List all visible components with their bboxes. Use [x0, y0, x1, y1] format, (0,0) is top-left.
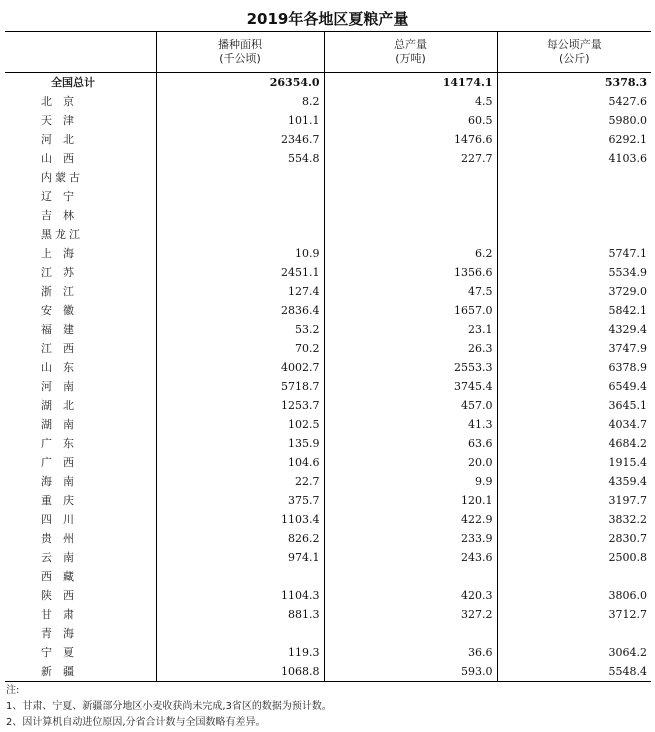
output-cell: 233.9 [324, 529, 497, 548]
output-cell: 2553.3 [324, 358, 497, 377]
table-row [5, 472, 651, 491]
area-cell: 1103.4 [156, 510, 324, 529]
area-cell [156, 225, 324, 244]
table-row [5, 320, 651, 339]
region-cell: 四川 [41, 513, 85, 526]
output-cell: 36.6 [324, 643, 497, 662]
output-cell [324, 567, 497, 586]
output-cell: 1657.0 [324, 301, 497, 320]
area-cell: 70.2 [156, 339, 324, 358]
region-cell: 浙江 [41, 285, 85, 298]
area-cell: 1068.8 [156, 662, 324, 682]
page-title: 2019年各地区夏粮产量 [246, 10, 409, 28]
yield-cell: 6549.4 [497, 377, 651, 396]
table-row [5, 567, 651, 586]
output-cell: 120.1 [324, 491, 497, 510]
yield-cell: 5378.3 [497, 73, 651, 93]
output-cell: 26.3 [324, 339, 497, 358]
output-cell: 60.5 [324, 111, 497, 130]
yield-cell: 3712.7 [497, 605, 651, 624]
grain-output-table [5, 31, 651, 682]
output-cell: 14174.1 [324, 73, 497, 93]
output-cell: 227.7 [324, 149, 497, 168]
yield-cell: 4034.7 [497, 415, 651, 434]
yield-cell [497, 624, 651, 643]
region-cell: 福建 [41, 323, 85, 336]
yield-cell: 5534.9 [497, 263, 651, 282]
table-row [5, 149, 651, 168]
region-cell: 云南 [41, 551, 85, 564]
area-cell: 2451.1 [156, 263, 324, 282]
yield-cell [497, 225, 651, 244]
output-cell: 457.0 [324, 396, 497, 415]
area-cell: 102.5 [156, 415, 324, 434]
output-cell: 420.3 [324, 586, 497, 605]
region-cell: 辽宁 [41, 190, 85, 203]
region-cell: 山西 [41, 152, 85, 165]
output-cell [324, 206, 497, 225]
region-cell: 新疆 [5, 662, 156, 682]
region-cell: 河南 [41, 380, 85, 393]
notes [6, 683, 646, 731]
region-cell: 山东 [41, 361, 85, 374]
area-cell [156, 187, 324, 206]
yield-cell: 4684.2 [497, 434, 651, 453]
output-cell: 422.9 [324, 510, 497, 529]
yield-cell: 5548.4 [497, 662, 651, 682]
header-region [5, 32, 156, 73]
yield-cell: 4329.4 [497, 320, 651, 339]
area-cell: 5718.7 [156, 377, 324, 396]
output-cell [324, 624, 497, 643]
region-cell: 内蒙古 [41, 171, 83, 184]
yield-cell: 5842.1 [497, 301, 651, 320]
output-cell [324, 187, 497, 206]
area-cell: 53.2 [156, 320, 324, 339]
yield-cell [497, 187, 651, 206]
region-cell: 广东 [41, 437, 85, 450]
region-cell: 湖北 [41, 399, 85, 412]
output-cell: 1356.6 [324, 263, 497, 282]
area-cell: 119.3 [156, 643, 324, 662]
output-cell: 243.6 [324, 548, 497, 567]
total-row [5, 73, 651, 93]
output-cell [324, 225, 497, 244]
yield-cell: 6292.1 [497, 130, 651, 149]
header-yield-unit: (公斤) [558, 52, 590, 65]
region-cell: 贵州 [41, 532, 85, 545]
output-cell: 3745.4 [324, 377, 497, 396]
area-cell: 135.9 [156, 434, 324, 453]
area-cell: 1104.3 [156, 586, 324, 605]
output-cell [324, 168, 497, 187]
table-row [5, 358, 651, 377]
notes-heading: 注: [6, 685, 20, 696]
table-row [5, 453, 651, 472]
header-yield-label: 每公顷产量 [546, 38, 602, 51]
yield-cell: 3197.7 [497, 491, 651, 510]
area-cell: 10.9 [156, 244, 324, 263]
yield-cell: 4359.4 [497, 472, 651, 491]
yield-cell: 3832.2 [497, 510, 651, 529]
area-cell: 2346.7 [156, 130, 324, 149]
table-row [5, 396, 651, 415]
table-row [5, 529, 651, 548]
output-cell: 41.3 [324, 415, 497, 434]
region-cell: 湖南 [41, 418, 85, 431]
region-cell: 海南 [41, 475, 85, 488]
yield-cell: 5980.0 [497, 111, 651, 130]
region-cell: 天津 [41, 114, 85, 127]
area-cell: 881.3 [156, 605, 324, 624]
table-row [5, 491, 651, 510]
table-row [5, 434, 651, 453]
yield-cell: 3645.1 [497, 396, 651, 415]
yield-cell: 3747.9 [497, 339, 651, 358]
header-output-label: 总产量 [394, 38, 427, 51]
yield-cell: 4103.6 [497, 149, 651, 168]
yield-cell: 1915.4 [497, 453, 651, 472]
yield-cell: 6378.9 [497, 358, 651, 377]
table-body [5, 73, 651, 682]
yield-cell: 5747.1 [497, 244, 651, 263]
area-cell: 554.8 [156, 149, 324, 168]
area-cell [156, 206, 324, 225]
yield-cell: 2500.8 [497, 548, 651, 567]
area-cell: 22.7 [156, 472, 324, 491]
region-cell: 北京 [41, 95, 85, 108]
yield-cell: 5427.6 [497, 92, 651, 111]
header-area-label: 播种面积 [218, 38, 262, 51]
yield-cell [497, 206, 651, 225]
output-cell: 47.5 [324, 282, 497, 301]
table-row [5, 339, 651, 358]
table-row [5, 111, 651, 130]
yield-cell [497, 168, 651, 187]
table-row [5, 548, 651, 567]
table-row [5, 168, 651, 187]
yield-cell [497, 567, 651, 586]
table-row [5, 377, 651, 396]
region-cell: 西藏 [41, 570, 85, 583]
area-cell [156, 624, 324, 643]
table-row [5, 643, 651, 662]
table-row [5, 624, 651, 643]
area-cell: 101.1 [156, 111, 324, 130]
region-cell: 陕西 [41, 589, 85, 602]
table-row [5, 301, 651, 320]
header-area-unit: (千公顷) [219, 52, 261, 65]
header-output-unit: (万吨) [395, 52, 426, 65]
yield-cell: 2830.7 [497, 529, 651, 548]
output-cell: 4.5 [324, 92, 497, 111]
header-row [5, 32, 651, 73]
region-cell: 安徽 [41, 304, 85, 317]
table-row [5, 510, 651, 529]
output-cell: 6.2 [324, 244, 497, 263]
output-cell: 63.6 [324, 434, 497, 453]
region-cell: 重庆 [41, 494, 85, 507]
yield-cell: 3064.2 [497, 643, 651, 662]
region-cell: 江西 [41, 342, 85, 355]
area-cell: 104.6 [156, 453, 324, 472]
output-cell: 593.0 [324, 662, 497, 682]
table-row [5, 605, 651, 624]
region-cell: 青海 [41, 627, 85, 640]
region-cell: 上海 [41, 247, 85, 260]
yield-cell: 3729.0 [497, 282, 651, 301]
area-cell: 4002.7 [156, 358, 324, 377]
output-cell: 9.9 [324, 472, 497, 491]
output-cell: 23.1 [324, 320, 497, 339]
area-cell: 826.2 [156, 529, 324, 548]
note-item-2: 2、因计算机自动进位原因,分省合计数与全国数略有差异。 [6, 717, 266, 728]
output-cell: 1476.6 [324, 130, 497, 149]
area-cell: 2836.4 [156, 301, 324, 320]
region-cell: 广西 [41, 456, 85, 469]
region-cell: 吉林 [41, 209, 85, 222]
output-cell: 327.2 [324, 605, 497, 624]
region-cell: 黑龙江 [41, 228, 83, 241]
table-row [5, 662, 651, 682]
area-cell: 974.1 [156, 548, 324, 567]
area-cell [156, 168, 324, 187]
area-cell: 375.7 [156, 491, 324, 510]
table-row [5, 92, 651, 111]
header-area [156, 32, 324, 73]
note-item-1: 1、甘肃、宁夏、新疆部分地区小麦收获尚未完成,3省区的数据为预计数。 [6, 701, 332, 712]
region-cell: 全国总计 [51, 76, 95, 89]
region-cell: 江苏 [41, 266, 85, 279]
table-row [5, 586, 651, 605]
header-yield [497, 32, 651, 73]
area-cell [156, 567, 324, 586]
region-cell: 河北 [41, 133, 85, 146]
table-row [5, 130, 651, 149]
table-row [5, 187, 651, 206]
table-row [5, 263, 651, 282]
table-row [5, 244, 651, 263]
table-row [5, 282, 651, 301]
table-row [5, 206, 651, 225]
region-cell: 甘肃 [41, 608, 85, 621]
area-cell: 8.2 [156, 92, 324, 111]
header-output [324, 32, 497, 73]
area-cell: 26354.0 [156, 73, 324, 93]
yield-cell: 3806.0 [497, 586, 651, 605]
table-row [5, 415, 651, 434]
table-row [5, 225, 651, 244]
region-cell: 宁夏 [41, 646, 85, 659]
output-cell: 20.0 [324, 453, 497, 472]
area-cell: 127.4 [156, 282, 324, 301]
area-cell: 1253.7 [156, 396, 324, 415]
